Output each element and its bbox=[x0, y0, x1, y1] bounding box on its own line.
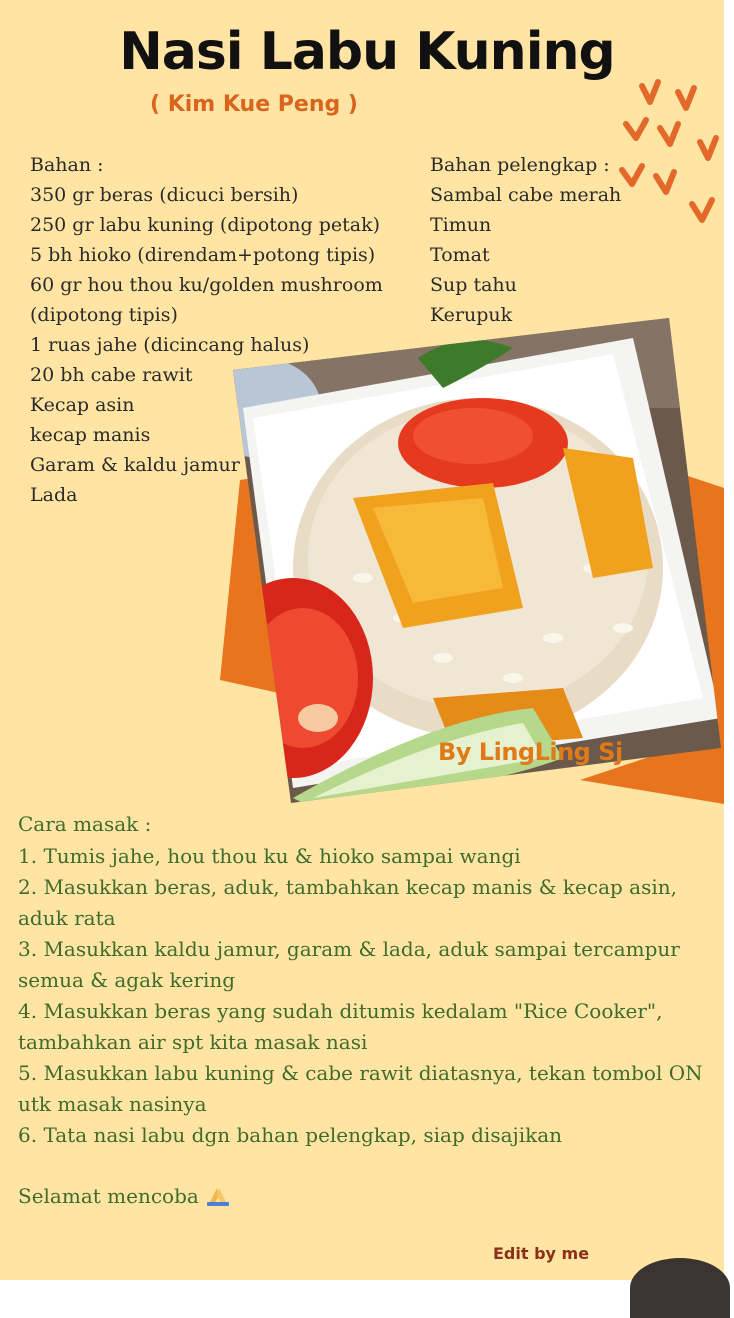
ingredient-item: (dipotong tipis) bbox=[30, 304, 178, 326]
side-dishes-heading: Bahan pelengkap : bbox=[430, 154, 610, 176]
closing-text: Selamat mencoba bbox=[18, 1184, 199, 1208]
step-item: 3. Masukkan kaldu jamur, garam & lada, aduk sampai tercampur semua & agak kering bbox=[18, 937, 680, 992]
side-dish-item: Kerupuk bbox=[430, 304, 513, 326]
ingredients-heading: Bahan : bbox=[30, 154, 104, 176]
folded-hands-icon bbox=[205, 1184, 231, 1206]
edit-credit: Edit by me bbox=[493, 1244, 590, 1263]
step-item: 1. Tumis jahe, hou thou ku & hioko sampai wangi bbox=[18, 844, 521, 868]
ingredient-item: 1 ruas jahe (dicincang halus) bbox=[30, 334, 310, 356]
side-dishes-list bbox=[430, 150, 621, 330]
ingredient-item: 5 bh hioko (direndam+potong tipis) bbox=[30, 244, 376, 266]
side-dish-item: Sup tahu bbox=[430, 274, 517, 296]
chevron-decoration-icon bbox=[612, 72, 724, 242]
steps-heading: Cara masak : bbox=[18, 812, 152, 836]
floating-button[interactable] bbox=[630, 1258, 730, 1318]
ingredient-item: Kecap asin bbox=[30, 394, 135, 416]
step-item: 2. Masukkan beras, aduk, tambahkan kecap manis & kecap asin, aduk rata bbox=[18, 875, 677, 930]
ingredient-item: 350 gr beras (dicuci bersih) bbox=[30, 184, 299, 206]
side-dish-item: Timun bbox=[430, 214, 492, 236]
ingredient-item: 250 gr labu kuning (dipotong petak) bbox=[30, 214, 380, 236]
step-item: 4. Masukkan beras yang sudah ditumis kedalam "Rice Cooker", tambahkan air spt kita masak nasi bbox=[18, 999, 663, 1054]
ingredient-item: Garam & kaldu jamur bbox=[30, 454, 240, 476]
ingredient-item: kecap manis bbox=[30, 424, 151, 446]
ingredient-item: 20 bh cabe rawit bbox=[30, 364, 193, 386]
side-dish-item: Sambal cabe merah bbox=[430, 184, 622, 206]
step-item: 6. Tata nasi labu dgn bahan pelengkap, siap disajikan bbox=[18, 1123, 563, 1147]
steps-list bbox=[18, 841, 718, 1151]
closing-line bbox=[18, 1184, 231, 1208]
dish-photo bbox=[233, 318, 721, 803]
ingredient-item: 60 gr hou thou ku/golden mushroom bbox=[30, 274, 383, 296]
photo-credit: By LingLing Sj bbox=[438, 738, 623, 766]
recipe-title: Nasi Labu Kuning bbox=[119, 22, 615, 82]
step-item: 5. Masukkan labu kuning & cabe rawit diatasnya, tekan tombol ON utk masak nasinya bbox=[18, 1061, 703, 1116]
side-dish-item: Tomat bbox=[430, 244, 490, 266]
ingredient-item: Lada bbox=[30, 484, 78, 506]
recipe-subtitle: ( Kim Kue Peng ) bbox=[150, 92, 358, 117]
